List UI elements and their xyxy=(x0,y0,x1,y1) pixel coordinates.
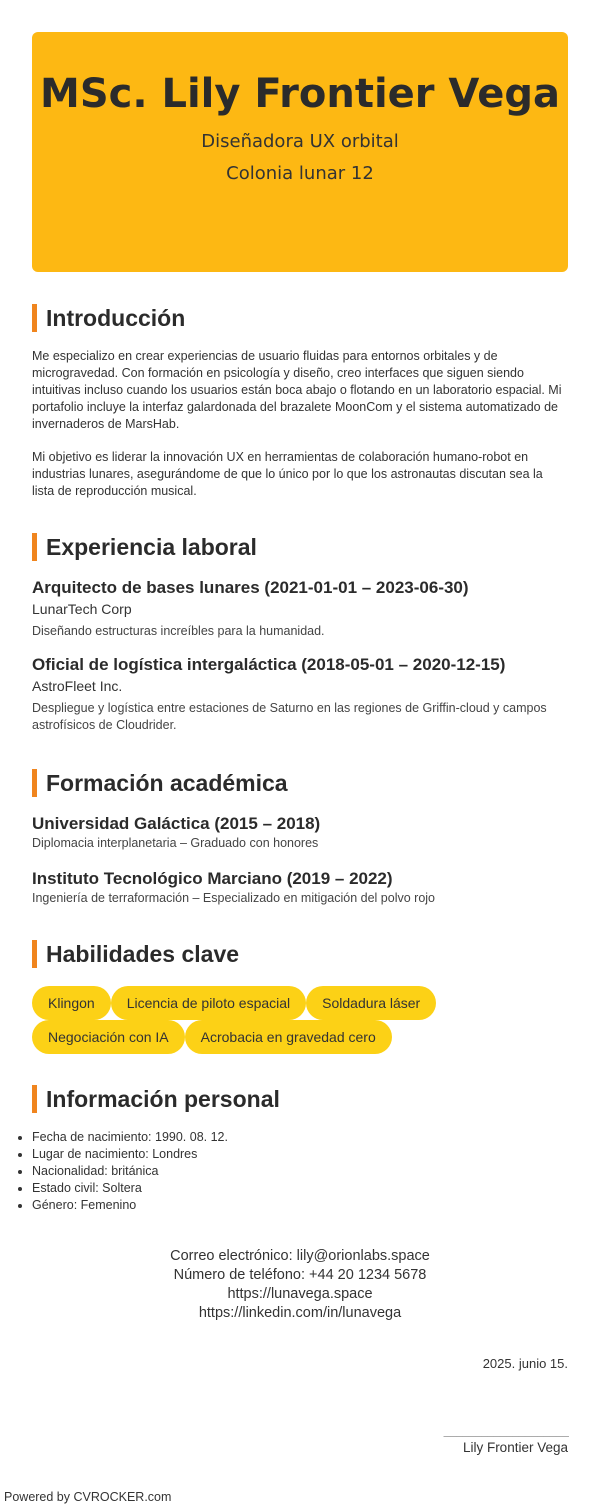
job-entry xyxy=(32,577,568,640)
contact-phone[interactable]: Número de teléfono: +44 20 1234 5678 xyxy=(173,1267,427,1283)
skill-tag: Licencia de piloto espacial xyxy=(111,986,306,1020)
powered-by-link[interactable]: Powered by CVROCKER.com xyxy=(4,1490,172,1504)
education-entry-description: Diplomacia interplanetaria – Graduado con honores xyxy=(32,836,319,850)
job-entry-company: AstroFleet Inc. xyxy=(32,678,123,694)
skill-tag: Soldadura láser xyxy=(306,986,436,1020)
contact-email[interactable]: Correo electrónico: lily@orionlabs.space xyxy=(170,1248,430,1264)
skill-tag: Klingon xyxy=(32,986,111,1020)
job-entry-company: LunarTech Corp xyxy=(32,601,132,617)
education-entry xyxy=(32,868,568,907)
contact-website-link[interactable]: https://lunavega.space xyxy=(227,1286,373,1302)
skill-tag: Acrobacia en gravedad cero xyxy=(185,1020,392,1054)
personal-info-item: • Género: Femenino xyxy=(32,1197,568,1214)
job-entry-description: Despliegue y logística entre estaciones de Saturno en las regiones de Griffin-cloud y campos astrofísicos de Cloudrider. xyxy=(32,701,547,732)
candidate-name: MSc. Lily Frontier Vega xyxy=(40,71,560,117)
contact-linkedin-link[interactable]: https://linkedin.com/in/lunavega xyxy=(198,1305,402,1321)
job-title: Diseñadora UX orbital xyxy=(201,131,399,152)
signature-name: Lily Frontier Vega xyxy=(462,1440,568,1455)
education-entry-title: Instituto Tecnológico Marciano (2019 – 2022) xyxy=(32,869,393,888)
personal-info-item: • Nacionalidad: británica xyxy=(32,1163,568,1180)
section-title: Formación académica xyxy=(32,769,568,797)
location: Colonia lunar 12 xyxy=(226,163,374,184)
skills-section xyxy=(32,940,568,1054)
personal-info-list xyxy=(32,1129,568,1214)
education-entry-description: Ingeniería de terraformación – Especializado en mitigación del polvo rojo xyxy=(32,891,436,905)
intro-paragraph: Mi objetivo es liderar la innovación UX en herramientas de colaboración humano-robot en industrias lunares, asegurándome de que lo único por lo que los astronautas discutan sea la lista de reproducción musical. xyxy=(32,450,543,498)
personal-info-item: • Estado civil: Soltera xyxy=(32,1180,568,1197)
education-section xyxy=(32,769,568,907)
section-title: Información personal xyxy=(32,1085,568,1113)
contact-block xyxy=(0,1247,600,1323)
job-entry-description: Diseñando estructuras increíbles para la humanidad. xyxy=(32,624,325,638)
skills-list xyxy=(32,986,568,1054)
job-entry xyxy=(32,654,568,734)
intro-section xyxy=(32,304,568,500)
job-entry-title: Arquitecto de bases lunares (2021-01-01 – 2023-06-30) xyxy=(32,578,469,597)
intro-paragraph: Me especializo en crear experiencias de usuario fluidas para entornos orbitales y de microgravedad. Con formación en psicología y diseño, creo interfaces que siguen siendo intuitivas incluso cuando los usuarios están boca abajo o flotando en un laboratorio espacial. Mi portafolio incluye la interfaz galardonada del brazalete MoonCom y el sistema automatizado de invernaderos de MarsHab. xyxy=(32,349,562,431)
education-entry-title: Universidad Galáctica (2015 – 2018) xyxy=(32,814,321,833)
job-entry-title: Oficial de logística intergaláctica (2018-05-01 – 2020-12-15) xyxy=(32,655,506,674)
personal-info-item: • Lugar de nacimiento: Londres xyxy=(32,1146,568,1163)
experience-section xyxy=(32,533,568,734)
personal-section xyxy=(32,1085,568,1214)
education-entry xyxy=(32,813,568,852)
skill-tag: Negociación con IA xyxy=(32,1020,185,1054)
document-date: 2025. junio 15. xyxy=(482,1356,568,1371)
section-title: Experiencia laboral xyxy=(32,533,568,561)
personal-info-item: • Fecha de nacimiento: 1990. 08. 12. xyxy=(32,1129,568,1146)
section-title: Habilidades clave xyxy=(32,940,568,968)
section-title: Introducción xyxy=(32,304,568,332)
signature-line: ____________________ xyxy=(443,1423,568,1437)
header-banner xyxy=(32,32,568,272)
